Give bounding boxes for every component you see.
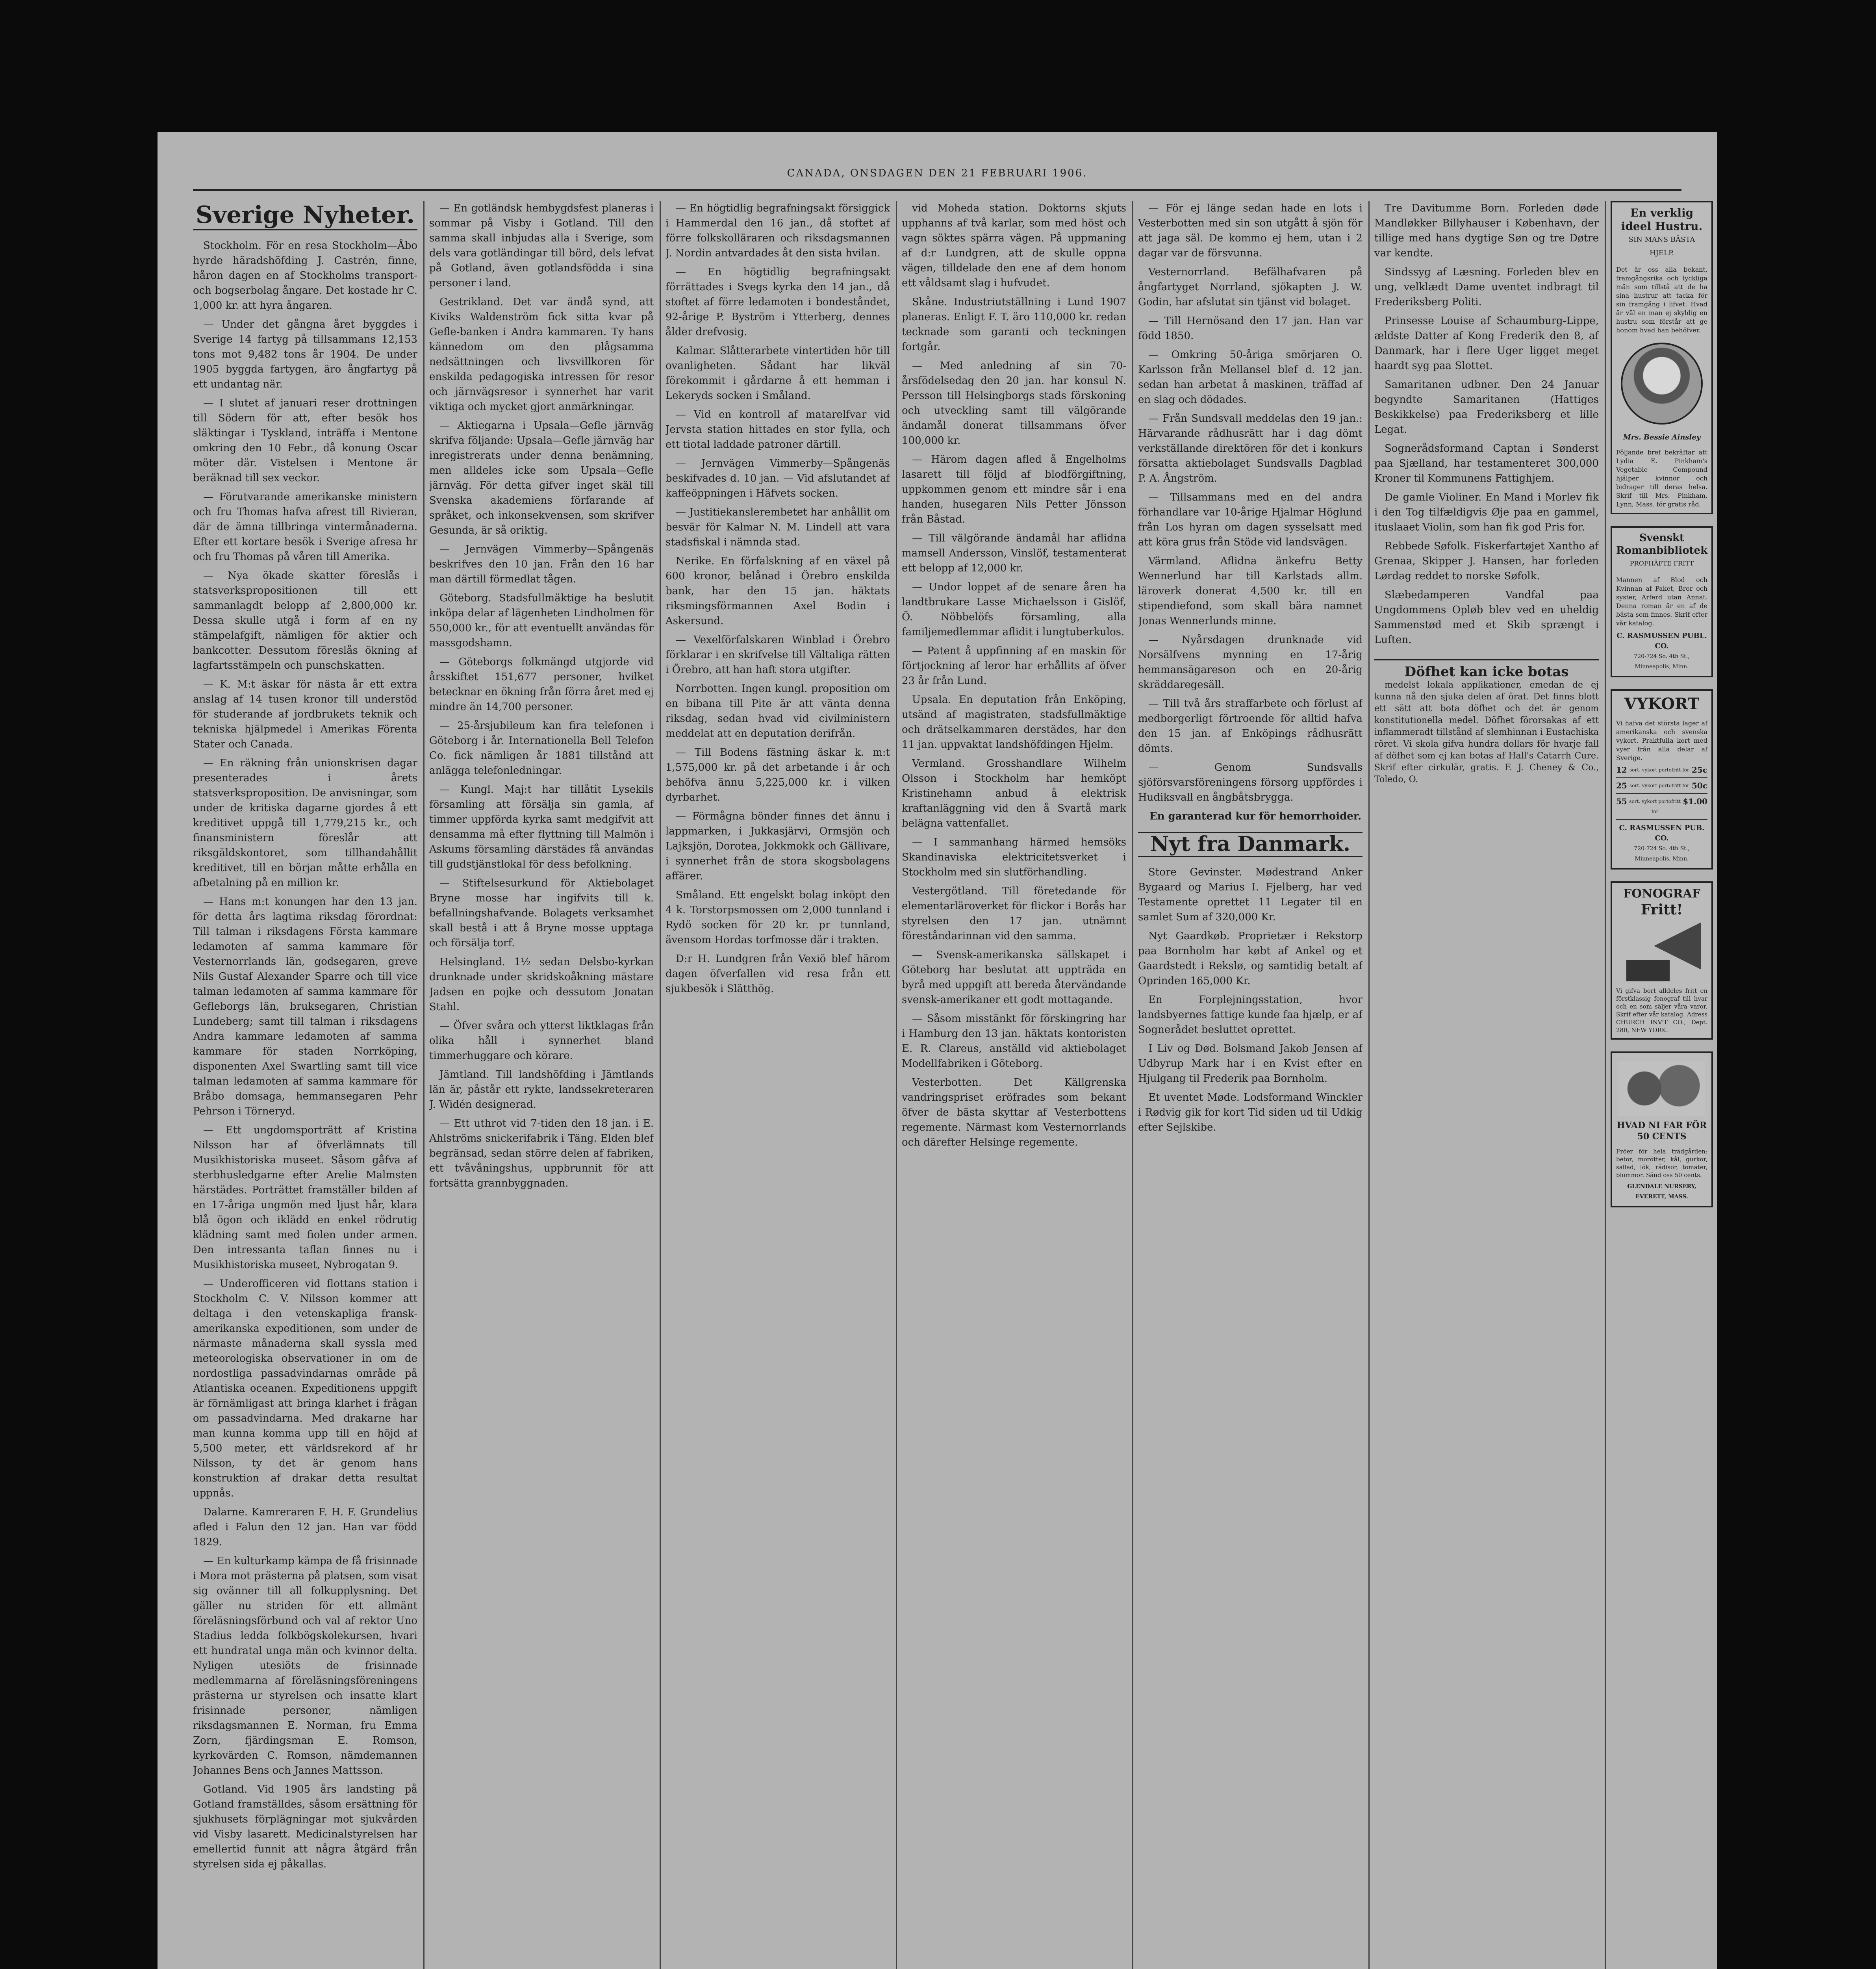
article: Skåne. Industriutställning i Lund 1907 planeras. Enligt F. T. äro 110,000 kr. redan tecknade som garanti och teckningen fortgår.	[902, 296, 1126, 353]
article: Stockholm. För en resa Stockholm—Åbo hyrde häradshöfding J. Castrén, finne, håron dagen en af Stockholms transport- och bogserbolag ångare. Det kostade hr C. 1,000 kr. att hyra ångaren.	[193, 240, 417, 311]
article: Prinsesse Louise af Schaumburg-Lippe, ældste Datter af Kong Frederik den 8, af Danmark, har i flere Uger ligget meget haardt syg paa Slottet.	[1374, 315, 1599, 372]
article: Store Gevinster. Mødestrand Anker Bygaard og Marius I. Fjelberg, har ved Testamente oprettet 11 Legater til en samlet Sum af 320,000 Kr.	[1138, 866, 1363, 923]
article: Värmland. Aflidna änkefru Betty Wennerlund har till Karlstads allm. läroverk donerat 4,500 kr. till en stipendiefond, som skall bära namnet Jonas Wennerlunds minne.	[1138, 555, 1363, 627]
ad-subtitle: PROFHÄFTE FRITT	[1629, 560, 1694, 567]
price-qty: 12	[1616, 765, 1627, 775]
article: — K. M:t äskar för nästa år ett extra anslag af 14 tusen kronor till understöd för studerande af jordbrukets teknik och tekniska hjälpmedel i Amerikas Förenta Stater och Canada.	[193, 679, 417, 750]
newspaper-page	[158, 132, 1717, 1969]
article: Sognerådsformand Captan i Sønderst paa Sjælland, har testamenteret 300,000 Kroner til Kommunens Fattighjem.	[1374, 443, 1599, 484]
phonograph-icon	[1622, 922, 1701, 981]
article: Vesternorrland. Befälhafvaren på ångfartyget Norrland, sjökapten J. W. Godin, har afslutat sin tjänst vid bolaget.	[1138, 266, 1363, 308]
article: Tre Davitumme Born. Forleden døde Mandløkker Billyhauser i København, der tillige med hans dygtige Søn og tre Døtre var kendte.	[1374, 202, 1599, 259]
ad-subtitle: Fritt!	[1641, 901, 1683, 918]
article: — Till Hernösand den 17 jan. Han var född 1850.	[1138, 315, 1363, 342]
portrait-illustration	[1621, 343, 1703, 425]
article: — Justitiekanslerembetet har anhållit om besvär för Kalmar N. M. Lindell att vara stadsfiskal i nämnda stad.	[665, 506, 890, 548]
ad-address: 720-724 So. 4th St., Minneapolis, Minn.	[1634, 845, 1690, 862]
price-row	[1616, 762, 1707, 778]
article: — Till Bodens fästning äskar k. m:t 1,575,000 kr. på det arbetande i år och behöfva ännu 5,225,000 kr. i vilken dyrbarhet.	[665, 747, 890, 803]
article: Småland. Ett engelskt bolag inköpt den 4 k. Torstorpsmossen om 2,000 tunnland i Rydö socken för 20 kr. pr tunnland, ävensom Hordas torfmosse där i trakten.	[665, 889, 890, 946]
column-1	[193, 201, 417, 1969]
column-6	[1374, 201, 1599, 1969]
column-4	[902, 201, 1126, 1969]
article: — Ett uthrot vid 7-tiden den 18 jan. i E. Ahlströms snickerifabrik i Täng. Elden blef begränsad, sedan större delen af fabriken, ett tvåvåningshus, uppbrunnit för att fortsätta grannbyggnaden.	[429, 1118, 654, 1189]
price-desc: sort. vykort portofritt för	[1629, 799, 1681, 814]
article: — Öfver svåra och ytterst liktklagas från olika håll i synnerhet bland timmerhuggare och körare.	[429, 1020, 654, 1062]
article: Vestergötland. Till företedande för elementarläroverket för flickor i Borås har styrelsen den 17 jan. utnämnt föreståndarinnan vid den samma.	[902, 885, 1126, 942]
ad-title: En verklig ideel Hustru.	[1621, 206, 1703, 233]
ad-text: Fröer för hela trädgården: betor, morötter, kål, gurkor, sallad, lök, rädisor, tomater, blommor. Sänd oss 50 cents.	[1616, 1148, 1707, 1179]
article: — Nya ökade skatter föreslås i statsverkspropositionen till ett sammanlagdt belopp af 2,800,000 kr. Dessa skulle utgå i form af en ny stämpelafgift, nämligen för aktier och bankcotter. Dessutom föreslås ökning af lagfartsstämpeln och punschskatten.	[193, 570, 417, 671]
article: — Nyårsdagen drunknade vid Norsälfvens mynning en 17-årig hemmansägareson och en 20-årig skräddaregesäll.	[1138, 634, 1363, 691]
article: Vermland. Grosshandlare Wilhelm Olsson i Stockholm har hemköpt Kristinehamn anbud å elektrisk kraftanläggning vid den å Svartå mark belägna vattenfallet.	[902, 758, 1126, 829]
ad-text: Följande bref bekräftar att Lydia E. Pinkham's Vegetable Compound hjälper kvinnor och bidrager till deras helsa. Skrif till Mrs. Pinkham, Lynn, Mass. för gratis råd.	[1616, 449, 1707, 508]
price-value: 50c	[1691, 781, 1707, 790]
article: — Hans m:t konungen har den 13 jan. för detta års lagtima riksdag förordnat: Till talman i riksdagens Första kammare ledamoten af samma kammare för Vesternorrlands län, godsegaren, greve Nils Gustaf Alexander Sparre och till vice talman ledamoten af samma kammare för Gefleborgs län, bruksegaren, Christian Lundeberg; samt till talman i riksdagens Andra kammare ledamoten af samma kammare för staden Norrköping, disponenten Axel Swartling samt till vice talman ledamoten af samma kammare för Bråbo domsaga, hemmansegaren Pehr Pehrson i Törneryd.	[193, 896, 417, 1117]
price-qty: 55	[1616, 797, 1627, 806]
article: I Liv og Død. Bolsmand Jakob Jensen af Udbyrup Mark har i en Kvist efter en Hjulgang til Frederik paa Bornholm.	[1138, 1043, 1363, 1085]
column-divider	[423, 201, 425, 1969]
article: — I sammanhang härmed hemsöks Skandinaviska elektricitetsverket i Stockholm med sin slutförhandling.	[902, 836, 1126, 878]
price-value: $1.00	[1683, 797, 1707, 806]
article: Nerike. En förfalskning af en växel på 600 kronor, belånad i Örebro enskilda bank, har den 15 jan. häktats riksmingsförmannen Axel Bodin i Askersund.	[665, 555, 890, 627]
article: — En högtidlig begrafningsakt försiggick i Hammerdal den 16 jan., då stoftet af förre folkskolläraren och riksdagsmannen J. Nordin antvardades åt den sista hvilan.	[665, 202, 890, 259]
masthead-rule	[193, 189, 1681, 191]
ad-subtitle: SIN MANS BÄSTA HJELP.	[1628, 235, 1695, 257]
article: Vesterbotten. Det Källgrenska vandringspriset eröfrades som bekant öfver de bästa skyttar af Vesterbottens regemente. Närmast kom Vesternorrlands och därefter Helsinge regemente.	[902, 1077, 1126, 1148]
article: D:r H. Lundgren från Vexiö blef härom dagen öfverfallen vid resa från ett sjukbesök i Slätthög.	[665, 953, 890, 995]
price-qty: 25	[1616, 781, 1627, 790]
price-desc: sort. vykort portofritt för	[1629, 767, 1689, 773]
column-divider	[1605, 201, 1606, 1969]
column-divider	[1368, 201, 1370, 1969]
article: — Tillsammans med en del andra förhandlare var 10-årige Hjalmar Höglund från Los hyran om dagen sysselsatt med att köra grus från Stöde vid landsvägen.	[1138, 491, 1363, 548]
section-heading: Sverige Nyheter.	[193, 201, 417, 230]
ad-romanbibliotek	[1611, 526, 1713, 677]
section-heading-danmark: Nyt fra Danmark.	[1138, 832, 1363, 857]
ad-company: C. RASMUSSEN PUBL. CO.	[1616, 632, 1707, 650]
article: — En kulturkamp kämpa de få frisinnade i Mora mot prästerna på platsen, som visat sig ovänner till all folkupplysning. Det gäller nu striden för ett allmänt föreläsningsförbund och val af rektor Uno Stadius ledda folkbögskolekursen, hvari ett hundratal unga män och kvinnor delta. Nyligen utesiöts de frisinnade medlemmarna af föreläsningsföreningens prästerna ur styrelsen och insatte klart frisinnade personer, nämligen riksdagsmannen E. Norman, fru Emma Zorn, fjärdingsman E. Romson, kyrkovärden C. Romson, nämdemannen Johannes Bens och Jannes Mattsson.	[193, 1555, 417, 1776]
ad-froer	[1611, 1051, 1713, 1207]
ad-fonograf	[1611, 881, 1713, 1040]
article: Gestrikland. Det var ändå synd, att Kiviks Waldenström fick sitta kvar på Gefle-banken i Andra kammaren. Ty hans kännedom om den plågsamma nedsättningen och livsvillkoren för enskilda pedagogiska intressen för resor och järnvägsresor i synnerhet har varit viktiga och mycket gjort anmärkningar.	[429, 296, 654, 413]
column-3	[665, 201, 890, 1969]
price-row	[1616, 794, 1707, 820]
ad-text: Vi hafva det största lager af amerikanska och svenska vykort. Praktfulla kort med vyer från alla delar af Sverige.	[1616, 719, 1707, 762]
ad-text: Mannen af Blod och Kvinnan af Paket, Bror och syster, Arferd utan Annat. Denna roman är en af de bästa som finnes. Skrif efter vår katalog.	[1616, 576, 1707, 627]
vegetables-illustration	[1618, 1061, 1705, 1116]
article: — Vid en kontroll af matarelfvar vid Jervsta station hittades en stor fylla, och ett tiotal laddade patroner därtill.	[665, 409, 890, 451]
article: — En gotländsk hembygdsfest planeras i sommar på Visby i Gotland. Till den samma skall inbjudas alla i Sverige, som dels vara gotländingar till börd, dels lefvat på Gotland, även gotlandsfödda i sina personer i land.	[429, 202, 654, 289]
price-value: 25c	[1691, 765, 1707, 775]
article: — Förmågna bönder finnes det ännu i lappmarken, i Jukkasjärvi, Ormsjön och Lajksjön, Dorotea, Jokkmokk och Gällivare, i synnerhet från de stora skogsbolagens affärer.	[665, 810, 890, 882]
article: — Ett ungdomsporträtt af Kristina Nilsson har af öfverlämnats till Musikhistoriska museet. Såsom gåfva af sterbhusledgarne efter Arelie Malmsten härstädes. Porträttet framställer bilden af en 17-åriga ungmön med ljust hår, klara blå ögon och iklädd en enkel rödrutig klädning samt med fiolen under armen. Den intressanta taflan finnes nu i Musikhistoriska museet, Nybrogatan 9.	[193, 1124, 417, 1271]
ad-company: GLENDALE NURSERY, EVERETT, MASS.	[1627, 1183, 1696, 1200]
masthead: CANADA, ONSDAGEN DEN 21 FEBRUARI 1906.	[787, 167, 1088, 179]
article: — Med anledning af sin 70-årsfödelsedag den 20 jan. har konsul N. Persson till Helsingborgs stads förskoning och utveckling samt till välgörande ändamål donerat tillsammans öfver 100,000 kr.	[902, 360, 1126, 447]
article: — Förutvarande amerikanske ministern och fru Thomas hafva afrest till Rivieran, där de ämna tillbringa vintermånaderna. Efter ett kortare besök i Sverige afresa hr och fru Thomas på våren till Amerika.	[193, 491, 417, 563]
article: — Härom dagen afled å Engelholms lasarett till följd af blodförgiftning, uppkommen genom ett mindre sår i ena handen, husegaren Nils Petter Jönsson från Båstad.	[902, 454, 1126, 525]
ad-address: 720-724 So. 4th St., Minneapolis, Minn.	[1634, 653, 1690, 670]
article: — Genom Sundsvalls sjöförsvarsföreningens försorg uppfördes i Hudiksvall en ångbåtsbrygga.	[1138, 762, 1363, 803]
article: — Stiftelsesurkund för Aktiebolaget Bryne mosse har ingifvits till k. befallningshafvande. Bolagets verksamhet skall bestå i att å Bryne mosse upptaga och försälja torf.	[429, 877, 654, 949]
article: — Undor loppet af de senare åren ha landtbrukare Lasse Michaelsson i Gislöf, Ö. Nöbbelöfs församling, alla familjemedlemmar aflidit i lungtuberkulos.	[902, 581, 1126, 638]
article: Gotland. Vid 1905 års landsting på Gotland framställdes, såsom ersättning för sjukhusets förplägningar mot sjukvården vid Visby lasarett. Medicinalstyrelsen har emellertid funnit att några åtgärd från styrelsen sida ej påkallas.	[193, 1784, 417, 1870]
ad-title: Svenskt Romanbibliotek	[1616, 532, 1708, 556]
article: Kalmar. Slåtterarbete vintertiden hör till ovanligheten. Sådant har likväl förekommit i gårdarne å ett hemman i Lekeryds socken i Småland.	[665, 345, 890, 402]
column-divider	[1132, 201, 1133, 1969]
column-2	[429, 201, 654, 1969]
ad-text: Det är oss alla bekant, framgångsrika och lyckliga män som tillstå att de ha sina hustrur att tacka för sin framgång i lifvet. Hvad är väl en man ej skyldig en hustru som förstår att ge honom hvad han behöfver.	[1616, 266, 1707, 334]
price-desc: sort. vykort portofritt för	[1629, 783, 1689, 788]
article: — Vexelförfalskaren Winblad i Örebro förklarar i en skrifvelse till Vältaliga rätten i Örebro, att han haft stora utgifter.	[665, 634, 890, 676]
article: — Underofficeren vid flottans station i Stockholm C. V. Nilsson kommer att deltaga i den vetenskapliga fransk-amerikanska expeditionen, som under de närmaste månaderna skall syssla med meteorologiska observationer in om de nordostliga passadvindarnas område på Atlantiska oceanen. Expeditionens uppgift är förnämligast att bringa klarhet i frågan om passadvindarna. Med drakarne har man kunna komma upp till en höjd af 5,500 meter, ett världsrekord af hr Nilsson, ty det är genom hans konstruktion af drakar detta resultat uppnås.	[193, 1278, 417, 1499]
article: Et uventet Møde. Lodsformand Winckler i Rødvig gik for kort Tid siden ud til Udkig efter Sejlskibe.	[1138, 1092, 1363, 1133]
article: Norrbotten. Ingen kungl. proposition om en bibana till Pite är att vänta denna riksdag, sedan hvad vid civilministern meddelat att en deputation derifrån.	[665, 683, 890, 740]
article: — För ej länge sedan hade en lots i Vesterbotten med sin son utgått å sjön för att jaga säl. De kommo ej hem, utan i 2 dagar var de försvunna.	[1138, 202, 1363, 259]
article: vid Moheda station. Doktorns skjuts upphanns af två karlar, som med höst och vagn söktes spärra vägen. På uppmaning af d:r Lundgren, att de skulle oppna vägen, tilldelade den ene af dem honom ett våldsamt slag i hufvudet.	[902, 202, 1126, 289]
article: — Omkring 50-åriga smörjaren O. Karlsson från Mellansel blef d. 12 jan. sedan han arbetat å maskinen, träffad af en slag och dödades.	[1138, 349, 1363, 406]
article: Jämtland. Till landshöfding i Jämtlands län är, påstår ett rykte, landssekreteraren J. Widén designerad.	[429, 1069, 654, 1111]
article: — Kungl. Maj:t har tillåtit Lysekils församling att försälja sin gamla, af timmer uppförda kyrka samt medgifvit att densamma må efter flyttning till Malmön i Askums församling därstädes få användas till gudstjänstlokal för dess befolkning.	[429, 784, 654, 870]
portrait-caption: Mrs. Bessie Ainsley	[1623, 433, 1701, 441]
ads-column	[1611, 201, 1713, 1969]
article: — Göteborgs folkmängd utgjorde vid årsskiftet 151,677 personer, hvilket betecknar en ökning från förra året med ej mindre än 14,700 personer.	[429, 656, 654, 713]
article: — Till välgörande ändamål har aflidna mamsell Andersson, Vinslöf, testamenterat ett belopp af 12,000 kr.	[902, 532, 1126, 574]
article: — En räkning från unionskrisen dagar presenterades i årets statsverksproposition. De anvisningar, som under de kritiska dagarne gjordes å ett kreditivet uppgå till 1,779,215 kr., och finansministern föreslår att riksgäldskontoret, som tillhandahållit kreditivet, till en början måtte erhålla en afbetalning på en million kr.	[193, 757, 417, 889]
ad-block	[1374, 659, 1599, 786]
article: Dalarne. Kamreraren F. H. F. Grundelius afled i Falun den 12 jan. Han var född 1829.	[193, 1506, 417, 1548]
column-divider	[660, 201, 661, 1969]
ad-note: En garanterad kur för hemorrhoider.	[1149, 810, 1362, 822]
ad-text: Vi gifva bort alldeles fritt en förstklassig fonograf till hvar och en som säljer våra varor. Skrif efter vår katalog. Adress CHURCH INV'T CO., Dept. 280, NEW YORK.	[1616, 987, 1707, 1034]
ad-company: C. RASMUSSEN PUB. CO.	[1619, 824, 1705, 842]
article: Nyt Gaardkøb. Proprietær i Rekstorp paa Bornholm har købt af Ankel og et Gaardstedt i Rekslø, og samtidig betalt af Oprinden 165,000 Kr.	[1138, 930, 1363, 987]
article: Sindssyg af Læsning. Forleden blev en ung, velklædt Dame uventet indbragt til Frederiksberg Politi.	[1374, 266, 1599, 308]
article: — Jernvägen Vimmerby—Spångenäs beskifvades d. 10 jan. — Vid afslutandet af kaffeöppningen i Häfvets socken.	[665, 458, 890, 499]
column-5	[1138, 201, 1363, 1969]
article: Samaritanen udbner. Den 24 Januar begyndte Samaritanen (Hattiges Beskikkelse) paa Frederiksberg et lille Legat.	[1374, 379, 1599, 436]
article: De gamle Violiner. En Mand i Morlev fik i den Tog tilfældigvis Øje paa en gammel, ituslaaet Violin, som han fik god Pris for.	[1374, 491, 1599, 533]
article: Helsingland. 1½ sedan Delsbo-kyrkan drunknade under skridskoåkning mästare Jadsen en pojke och dessutom Jonatan Stahl.	[429, 956, 654, 1013]
ad-title: FONOGRAF	[1623, 887, 1701, 901]
article: En Forplejningsstation, hvor landsbyernes fattige kunde faa hjælp, er af Sognerådet besluttet oprettet.	[1138, 994, 1363, 1036]
article: — Från Sundsvall meddelas den 19 jan.: Härvarande rådhusrätt har i dag dömt verkställande direktören för det i konkurs försatta aktiebolaget Sundsvalls Dagblad P. A. Ångström.	[1138, 413, 1363, 484]
article: — 25-årsjubileum kan fira telefonen i Göteborg i år. Internationella Bell Telefon Co. fick nämligen år 1881 tillstånd att anlägga telefonledningar.	[429, 720, 654, 777]
article: — En högtidlig begrafningsakt förrättades i Svegs kyrka den 14 jan., då stoftet af förre ledamoten i bondeståndet, 92-årige P. Byström i Ytterberg, dennes ålder drefvosig.	[665, 266, 890, 338]
article: Slæbedamperen Vandfal paa Ungdommens Opløb blev ved en uheldig Sammenstød med et Skib sprængt i Luften.	[1374, 589, 1599, 646]
ad-ideal-hustru	[1611, 201, 1713, 514]
article: Upsala. En deputation från Enköping, utsänd af magistraten, stadsfullmäktige och drätselkammaren derstädes, har den 11 jan. uppvaktat landshöfdingen Hjelm.	[902, 694, 1126, 751]
ad-text: medelst lokala applikationer, emedan de ej kunna nå den sjuka delen af örat. Det finns blott ett sätt att bota döfhet och det är genom konstitutionella medel. Döfhet förorsakas af ett inflammeradt tillstånd af slemhinnan i Eustachiska röret. Vi skola gifva hundra dollars för hvarje fall af döfhet som ej kan botas af Hall's Catarrh Cure. Skrif efter cirkulär, gratis. F. J. Cheney & Co., Toledo, O.	[1374, 680, 1599, 784]
article: — I slutet af januari reser drottningen till Södern för att, efter besök hos släktingar i Tyskland, inträffa i Mentone omkring den 10 Febr., då konung Oscar möter där. Vistelsen i Mentone är beräknad till sex veckor.	[193, 397, 417, 484]
price-row	[1616, 778, 1707, 794]
article: — Aktiegarna i Upsala—Gefle järnväg skrifva följande: Upsala—Gefle järnväg har inregistrerats under denna benämning, men alldeles icke som Upsala—Gefle järnväg. För detta gifver inget skäl till Svenska akademiens förfarande af språket, och inkonsekvensen, som skrifver Gesunda, är så oriktig.	[429, 420, 654, 536]
ad-heading: Döfhet kan icke botas	[1404, 664, 1569, 680]
article: — Såsom misstänkt för förskingring har i Hamburg den 13 jan. häktats kontoristen E. R. Clareus, anställd vid aktiebolaget Modellfabriken i Göteborg.	[902, 1013, 1126, 1070]
article: Rebbede Søfolk. Fiskerfartøjet Xantho af Grenaa, Skipper J. Hansen, har forleden Lørdag reddet to norske Søfolk.	[1374, 540, 1599, 582]
ad-vykort	[1611, 689, 1713, 870]
column-divider	[896, 201, 897, 1969]
article: Göteborg. Stadsfullmäktige ha beslutit inköpa delar af lägenheten Lindholmen för 550,000 kr., för att eventuellt användas för massgodshamn.	[429, 592, 654, 649]
article: — Svensk-amerikanska sällskapet i Göteborg har beslutat att uppträda en byrå med uppgift att bereda återvändande svensk-amerikaner ett godt mottagande.	[902, 949, 1126, 1006]
article: — Till två års straffarbete och förlust af medborgerligt förtroende för alltid hafva den 15 jan. af Enköpings rådhusrätt dömts.	[1138, 698, 1363, 755]
article: — Patent å uppfinning af en maskin för förtjockning af leror har erhållits af öfver 23 år från Lund.	[902, 645, 1126, 687]
ad-title: VYKORT	[1624, 695, 1700, 713]
article: — Jernvägen Vimmerby—Spångenäs beskrifves den 10 jan. Från den 16 har man därtill förmedlat tågen.	[429, 543, 654, 585]
article: — Under det gångna året byggdes i Sverige 14 fartyg på tillsammans 12,153 tons mot 9,482 tons år 1904. De under 1905 byggda fartygen, äro ångfartyg på ett undantag när.	[193, 319, 417, 390]
ad-title: HVAD NI FAR FÖR 50 CENTS	[1616, 1120, 1707, 1142]
